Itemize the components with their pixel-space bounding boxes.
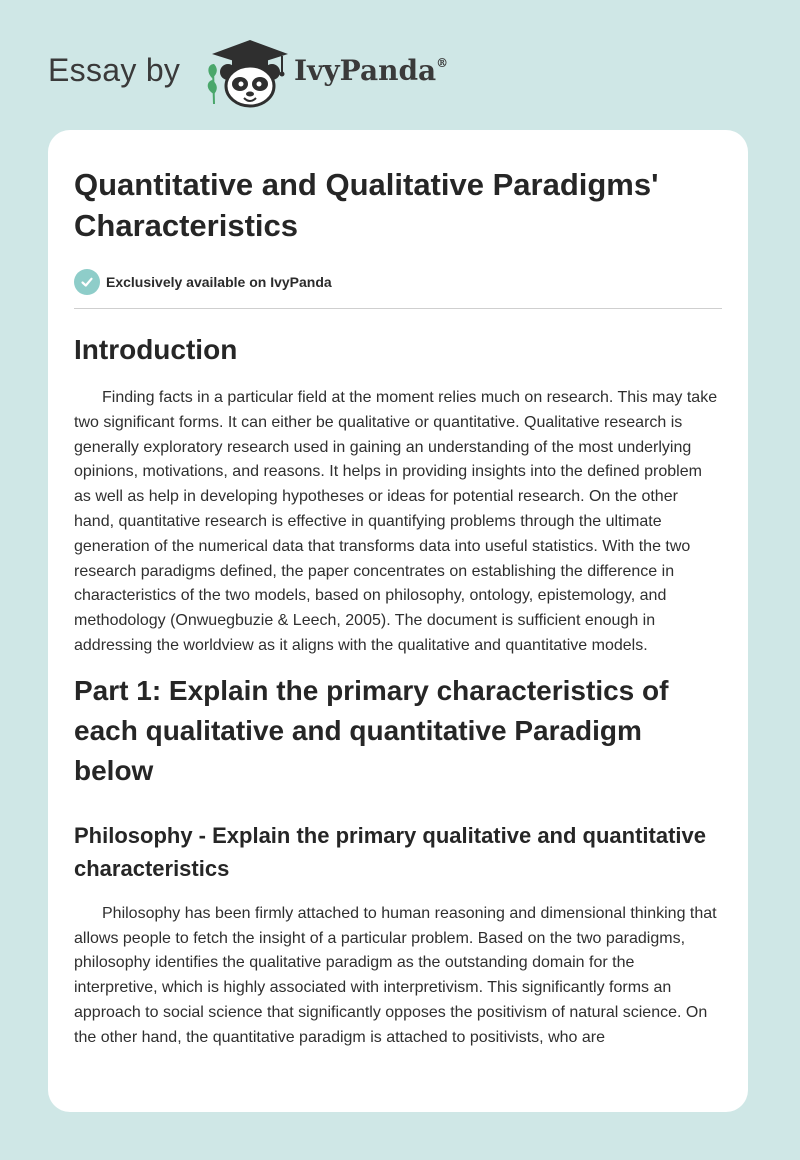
exclusive-badge [74,268,722,296]
philosophy-paragraph: Philosophy has been firmly attached to human reasoning and dimensional thinking that allows people to fetch the insight of a particular problem. Based on the two paradigms, philosophy identifies the qualitative paradigm as the outstanding domain for the interpretive, which is highly associated with interpretivism. This significantly forms an approach to social science that significantly opposes the positivism of natural science. On the other hand, the quantitative paradigm is attached to positivists, who are [74,904,717,1046]
article-title: Quantitative and Qualitative Paradigms' Characteristics [74,167,659,243]
title-divider [74,308,722,309]
check-icon [74,269,100,295]
exclusive-badge-text: Exclusively available on IvyPanda [106,274,332,290]
essay-by-label: Essay by [48,52,181,88]
subheading-philosophy: Philosophy - Explain the primary qualitative and quantitative characteristics [74,822,707,881]
section-heading-part-1: Part 1: Explain the primary characteristics of each qualitative and quantitative Paradigm below [74,674,669,786]
section-heading-introduction: Introduction [74,334,238,365]
introduction-paragraph: Finding facts in a particular field at the moment relies much on research. This may take two significant forms. It can either be qualitative or quantitative. Qualitative research is generally exploratory research used in gaining an understanding of the most underlying opinions, motivations, and reasons. It helps in providing insights into the defined problem as well as help in developing hypotheses or ideas for potential research. On the other hand, quantitative research is effective in quantifying problems through the ultimate generation of the numerical data that transforms data into useful statistics. With the two research paradigms defined, the paper concentrates on establishing the difference in characteristics of the two models, based on philosophy, ontology, epistemology, and methodology (Onwuegbuzie & Leech, 2005). The document is sufficient enough in addressing the worldview as it aligns with the qualitative and quantitative models. [74,389,718,654]
panda-graduate-logo-icon[interactable] [204,34,296,110]
article-card [48,130,748,1112]
registered-mark: ® [436,56,449,70]
brand-name[interactable]: IvyPanda® [294,54,449,87]
site-header [48,34,648,110]
